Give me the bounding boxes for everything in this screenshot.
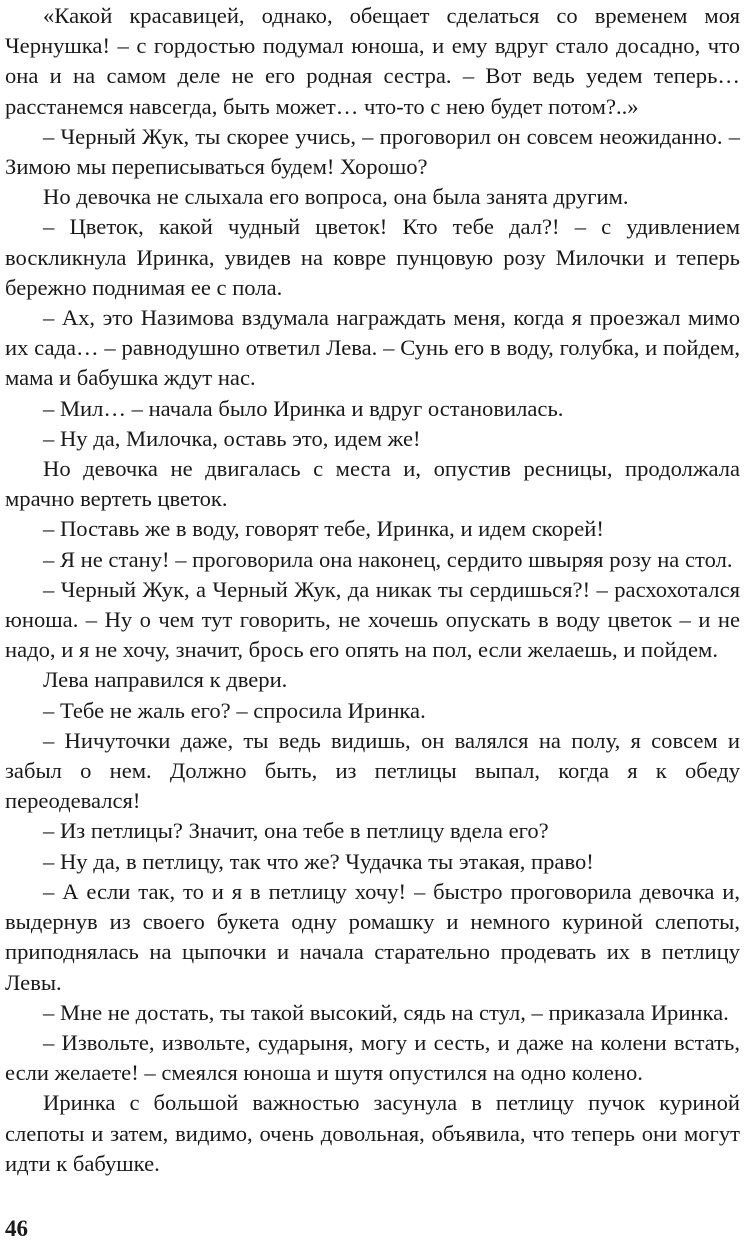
- paragraph: – Тебе не жаль его? – спросила Иринка.: [43, 697, 426, 723]
- paragraph: – Мил… – начала было Иринка и вдруг остановилась.: [43, 395, 564, 421]
- paragraph: – Цветок, какой чудный цветок! Кто тебе дал?! – с удивлением воскликнула Иринка, увидев на ковре пунцовую розу Милочки и теперь бережно поднимая ее с пола.: [5, 214, 740, 300]
- paragraph: – Черный Жук, ты скорее учись, – проговорил он совсем неожиданно. – Зимою мы переписываться будем! Хорошо?: [5, 123, 740, 180]
- paragraph: – А если так, то и я в петлицу хочу! – быстро проговорила девочка и, выдернув из своего букета одну ромашку и немного куриной слепоты, приподнялась на цыпочки и начала старательно продевать их в петлицу Левы.: [5, 878, 740, 995]
- paragraph: – Поставь же в воду, говорят тебе, Иринка, и идем скорей!: [43, 516, 604, 542]
- paragraph: – Извольте, извольте, сударыня, могу и сесть, и даже на колени встать, если желаете! – смеялся юноша и шутя опустился на одно колено.: [5, 1029, 740, 1086]
- paragraph: – Черный Жук, а Черный Жук, да никак ты сердишься?! – расхохотался юноша. – Ну о чем тут говорить, не хочешь опускать в воду цветок – и не надо, и я не хочу, значит, брось его опять на пол, если желаешь, и пойдем.: [5, 576, 740, 663]
- paragraph: «Какой красавицей, однако, обещает сделаться со временем моя Чернушка! – с гордостью подумал юноша, и ему вдруг стало досадно, что она и на самом деле не его родная сестра. – Вот ведь уедем теперь… расстанемся навсегда, быть может… что-то с нею будет потом?..»: [5, 3, 740, 119]
- body-text: [5, 1, 740, 1179]
- paragraph: – Ну да, Милочка, оставь это, идем же!: [43, 425, 421, 451]
- paragraph: Но девочка не слыхала его вопроса, она была занята другим.: [43, 184, 629, 210]
- paragraph: – Из петлицы? Значит, она тебе в петлицу вдела его?: [43, 818, 549, 844]
- paragraph: – Ну да, в петлицу, так что же? Чудачка ты этакая, право!: [43, 848, 594, 874]
- paragraph: Но девочка не двигалась с места и, опустив ресницы, продолжала мрачно вертеть цветок.: [5, 456, 740, 512]
- paragraph: Иринка с большой важностью засунула в петлицу пучок куриной слепоты и затем, видимо, очень довольная, объявила, что теперь они могут идти к бабушке.: [5, 1090, 740, 1176]
- paragraph: – Мне не достать, ты такой высокий, сядь на стул, – приказала Иринка.: [43, 999, 729, 1025]
- paragraph: – Ничуточки даже, ты ведь видишь, он валялся на полу, я совсем и забыл о нем. Должно быть, из петлицы выпал, когда я к обеду переодевался!: [5, 727, 740, 814]
- book-page: [5, 0, 740, 1256]
- paragraph: – Ах, это Назимова вздумала награждать меня, когда я проезжал мимо их сада… – равнодушно ответил Лева. – Сунь его в воду, голубка, и пойдем, мама и бабушка ждут нас.: [5, 305, 740, 391]
- paragraph: Лева направился к двери.: [43, 667, 288, 693]
- page-number: 46: [5, 1216, 28, 1241]
- paragraph: – Я не стану! – проговорила она наконец, сердито швыряя розу на стол.: [43, 546, 733, 572]
